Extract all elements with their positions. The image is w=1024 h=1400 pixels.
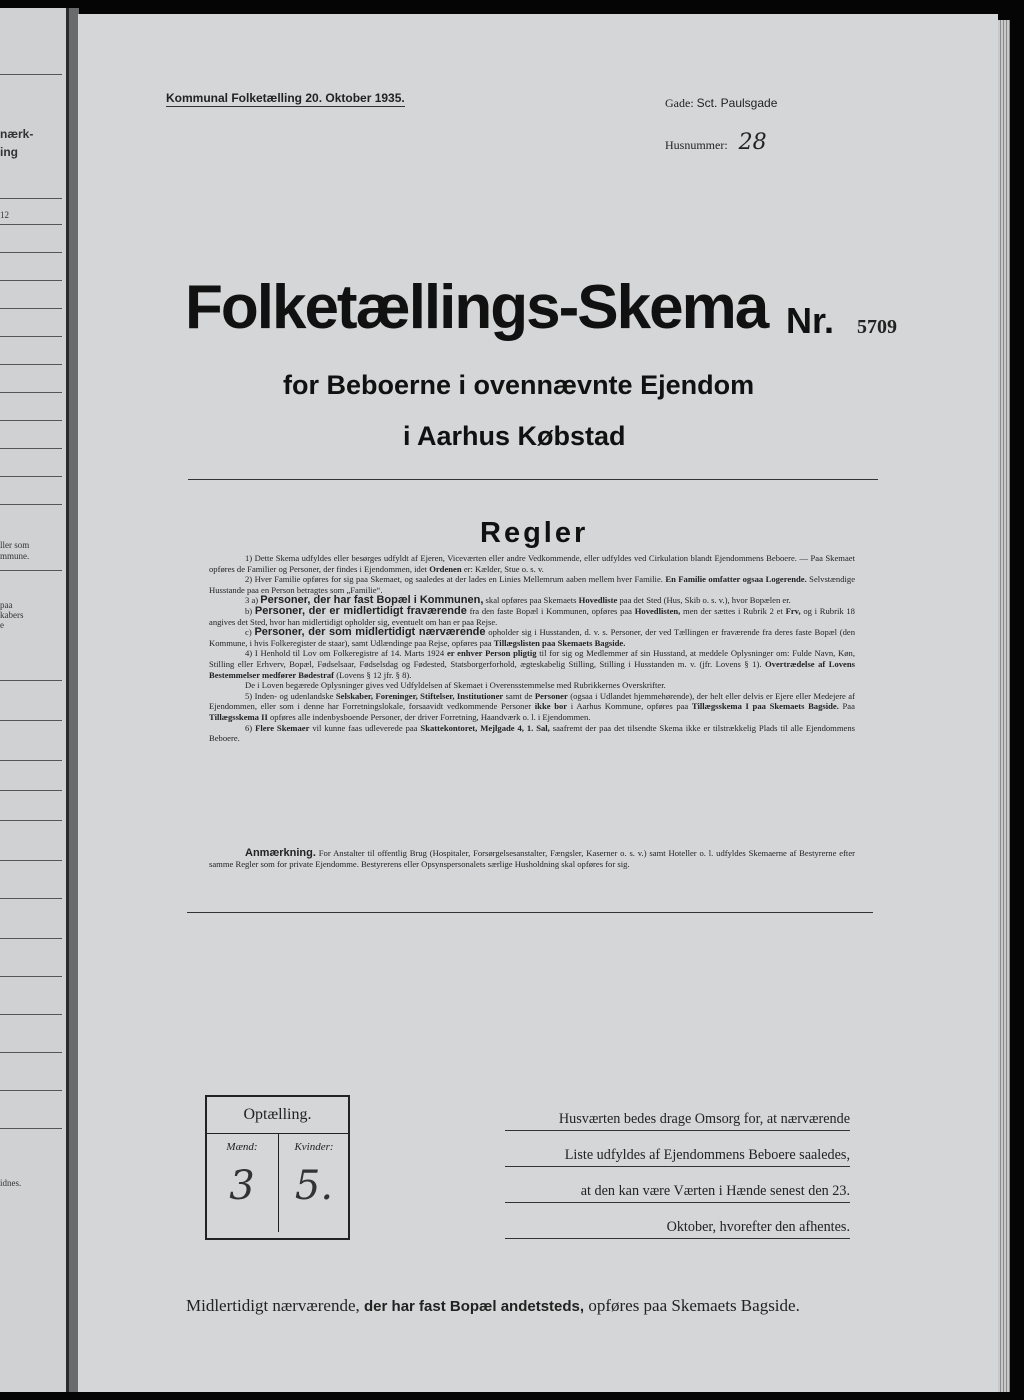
count-box — [205, 1095, 350, 1240]
form-subtitle: for Beboerne i ovennævnte Ejendom — [283, 370, 755, 400]
count-box-title: Optælling. — [207, 1097, 348, 1134]
street-label: Gade: — [665, 96, 694, 110]
rule-4: 4) I Henhold til Lov om Folkeregistre af 14. Marts 1924 er enhver Person pligtig til for sig og Medlemmer af sin Husstand, at meddele Oplysninger om: Fulde Navn, Køn, Stilling eller Erhverv, Bopæl, Fødselsaar, Fødselsdag og Fødested, Statsborgerforhold, ægteskabelig Stilling, Stilling i Husstanden m. v. (jfr. Lovens § 1). Overtrædelse af Lovens Bestemmelser medfører Bødestraf (Lovens § 12 jfr. § 8). — [209, 648, 855, 680]
rules-body — [209, 553, 855, 744]
landlord-line: Husværten bedes drage Omsorg for, at nærværende — [505, 1108, 850, 1131]
house-number-value: 28 — [738, 130, 767, 155]
left-page-rule — [0, 504, 62, 505]
page-stack-edge — [998, 20, 1010, 1392]
men-label: Mænd: — [226, 1141, 258, 1153]
left-page-rule — [0, 570, 62, 571]
left-page-fragment: paa — [0, 600, 13, 610]
left-page-rule — [0, 336, 62, 337]
left-page-rule — [0, 392, 62, 393]
rule-2: 2) Hver Familie opføres for sig paa Skemaet, og saaledes at der lades en Linies Mellemrum aaben mellem hver Familie. En Familie omfatter ogsaa Logerende. Selvstændige Husstande paa en Person betragtes som „Familie“. — [209, 574, 856, 595]
women-count: 5. — [294, 1163, 334, 1209]
left-page-rule — [0, 308, 62, 309]
left-page-fragment: nærk- — [0, 127, 34, 141]
left-page-rule — [0, 364, 62, 365]
form-title: Folketællings-Skema — [185, 273, 768, 342]
left-page-fragment: 12 — [0, 210, 9, 220]
census-header: Kommunal Folketælling 20. Oktober 1935. — [166, 91, 405, 105]
left-page-rule — [0, 820, 62, 821]
left-page-rule — [0, 1128, 62, 1129]
left-page-rule — [0, 1052, 62, 1053]
rule-5: 5) Inden- og udenlandske Selskaber, Foreninger, Stiftelser, Institutioner samt de Personer (ogsaa i Udlandet hjemmehørende), der helt eller delvis er Ejere eller Medejere af Ejendommen, eller som i denne har Forretningslokale, forsaavidt vedkommende Personer ikke bor i Aarhus Kommune, opføres paa Tillægsskema I paa Skemaets Bagside. Paa Tillægsskema II opføres alle indenbysboende Personer, der driver Forretning, Haandværk o. l. i Ejendommen. — [209, 690, 855, 722]
left-page-rule — [0, 74, 62, 75]
rule-6: 6) Flere Skemaer vil kunne faas udleverede paa Skattekontoret, Mejlgade 4, 1. Sal, saafremt der paa det tilsendte Skema ikke er tilstrækkelig Plads til alle Ejendommens Beboere. — [209, 722, 856, 744]
street-field — [665, 96, 777, 111]
left-facing-page — [0, 8, 69, 1392]
left-page-fragment: mmune. — [0, 551, 30, 561]
men-column — [207, 1133, 277, 1232]
landlord-line: Liste udfyldes af Ejendommens Beboere saaledes, — [505, 1144, 850, 1167]
house-number-label: Husnummer: — [665, 138, 728, 152]
landlord-line: at den kan være Værten i Hænde senest den 23. — [505, 1180, 850, 1203]
left-page-rule — [0, 476, 62, 477]
left-page-rule — [0, 938, 62, 939]
left-page-rule — [0, 976, 62, 977]
form-subtitle-city: i Aarhus Købstad — [403, 421, 626, 451]
remark-section — [209, 848, 855, 870]
left-page-fragment: e — [0, 620, 4, 630]
left-page-rule — [0, 1014, 62, 1015]
left-page-rule — [0, 860, 62, 861]
left-page-fragment: ing — [0, 145, 18, 159]
footer-note: Midlertidigt nærværende, der har fast Bopæl andetsteds, opføres paa Skemaets Bagside. — [186, 1296, 800, 1315]
women-label: Kvinder: — [294, 1141, 334, 1153]
landlord-line: Oktober, hvorefter den afhentes. — [505, 1216, 850, 1239]
left-page-rule — [0, 760, 62, 761]
left-page-rule — [0, 420, 62, 421]
left-page-fragment: kabers — [0, 610, 24, 620]
left-page-rule — [0, 198, 62, 199]
rule-1: 1) Dette Skema udfyldes eller besørges udfyldt af Ejeren, Viceværten eller andre Vedkommende, eller udfyldes ved Cirkulation blandt Ejendommens Beboere. — Paa Skemaet opføres de Familier og Personer, der findes i Ejendommen, idet Ordenen er: Kælder, Stue o. s. v. — [209, 553, 855, 574]
left-page-rule — [0, 680, 62, 681]
left-page-rule — [0, 252, 62, 253]
left-page-rule — [0, 280, 62, 281]
form-number-label: Nr. — [786, 300, 835, 341]
house-number-field — [665, 130, 767, 155]
street-value: Sct. Paulsgade — [696, 96, 778, 110]
rule-4-continued: De i Loven begærede Oplysninger gives ved Udfyldelsen af Skemaet i Overensstemmelse med Rubrikkernes Overskrifter. — [245, 680, 666, 691]
landlord-instructions — [505, 1108, 850, 1252]
divider — [188, 479, 878, 480]
left-page-rule — [0, 898, 62, 899]
left-page-rule — [0, 790, 62, 791]
women-column — [278, 1133, 349, 1232]
divider — [187, 912, 873, 913]
rule-3b: b) Personer, der er midlertidigt fraværende fra den faste Bopæl i Kommunen, opføres paa Hovedlisten, men der sættes i Rubrik 2 et Frv, og i Rubrik 18 angives det Sted, hvor han midlertidigt opholder sig, eventuelt om han er paa Rejse. — [209, 604, 855, 627]
form-number: 5709 — [857, 316, 897, 338]
rule-3c: c) Personer, der som midlertidigt nærværende opholder sig i Husstanden, d. v. s. Personer, der ved Tællingen er fraværende fra deres faste Bopæl (den Kommune, i hvis Folkeregister de staar), samt Udlændinge paa Rejse, opføres paa Tillægslisten paa Skemaets Bagside. — [209, 626, 855, 648]
remark-label: Anmærkning. — [245, 847, 316, 859]
left-page-rule — [0, 720, 62, 721]
rules-heading: Regler — [480, 517, 589, 549]
left-page-rule — [0, 1090, 62, 1091]
remark-text: For Anstalter til offentlig Brug (Hospitaler, Forsørgelsesanstalter, Fængsler, Kaserner o. s. v.) samt Hoteller o. l. udfyldes Skemaerne af Bestyrerne efter samme Regler som for private Ejendomme. Bestyrerens eller Opsynspersonalets særlige Husholdning skal opføres for sig. — [209, 848, 855, 869]
men-count: 3 — [229, 1163, 255, 1209]
left-page-rule — [0, 448, 62, 449]
left-page-rule — [0, 224, 62, 225]
rule-3a: 3 a) Personer, der har fast Bopæl i Kommunen, skal opføres paa Skemaets Hovedliste paa det Sted (Hus, Skib o. s. v.), hvor Bopælen er. — [245, 594, 791, 607]
left-page-fragment: ller som — [0, 540, 30, 550]
left-page-fragment: idnes. — [0, 1178, 22, 1188]
